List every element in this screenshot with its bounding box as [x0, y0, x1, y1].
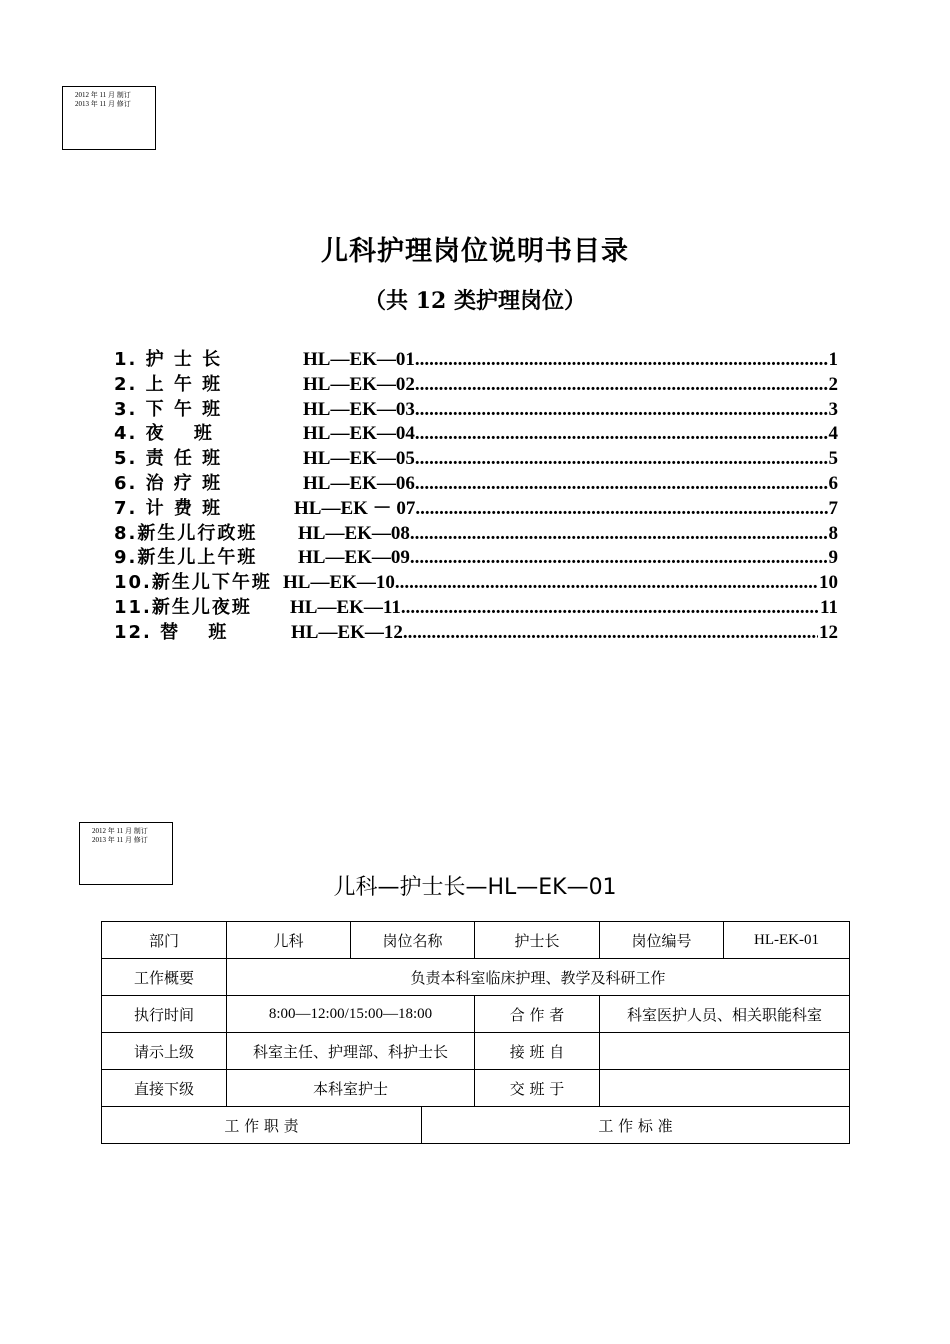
toc-item-entry	[298, 546, 838, 571]
toc-item-name: 5. 责 任 班	[114, 448, 223, 470]
toc-leader-dots	[395, 571, 818, 596]
standard-header: 工 作 标 准	[422, 1107, 850, 1144]
collaborator-value: 科室医护人员、相关职能科室	[600, 996, 850, 1033]
table-row	[102, 922, 850, 959]
toc-item-code: HL—EK—10	[283, 572, 395, 594]
toc-item-name: 8.新生儿行政班	[114, 522, 258, 544]
toc-item-name: 7. 计 费 班	[114, 497, 223, 519]
toc-leader-dots	[415, 497, 827, 522]
toc-leader-dots	[410, 546, 828, 571]
code-value: HL-EK-01	[724, 922, 850, 959]
table-row	[102, 1033, 850, 1070]
toc-item[interactable]	[114, 472, 838, 497]
toc-list	[114, 348, 838, 646]
toc-item[interactable]	[114, 398, 838, 423]
duty-header: 工 作 职 责	[102, 1107, 422, 1144]
toc-subtitle: （共 12 类护理岗位）	[364, 288, 586, 314]
handover-to-value	[600, 1070, 850, 1107]
stamp-line-revised: 2013 年 11 月 修订	[75, 100, 131, 108]
toc-item-page: 2	[828, 373, 838, 395]
toc-leader-dots	[410, 522, 828, 547]
toc-item-code: HL—EK—11	[290, 596, 401, 618]
toc-item-page: 10	[819, 572, 838, 594]
toc-leader-dots	[403, 621, 818, 646]
toc-item-page: 5	[828, 448, 838, 470]
toc-item-page: 9	[828, 547, 838, 569]
collaborator-label: 合 作 者	[475, 996, 600, 1033]
toc-item-page: 6	[828, 472, 838, 494]
toc-item-entry	[303, 472, 838, 497]
toc-item[interactable]	[114, 422, 838, 447]
subordinate-label: 直接下级	[102, 1070, 227, 1107]
toc-item[interactable]	[114, 522, 838, 547]
toc-item-code: HL—EK—05	[303, 448, 415, 470]
toc-item-name: 4. 夜 班	[114, 423, 214, 445]
toc-item-code: HL—EK—12	[291, 621, 403, 643]
table-row	[102, 1107, 850, 1144]
dept-value: 儿科	[227, 922, 351, 959]
toc-leader-dots	[401, 596, 819, 621]
subordinate-value: 本科室护士	[227, 1070, 475, 1107]
toc-leader-dots	[415, 373, 828, 398]
toc-item-entry	[291, 621, 838, 646]
toc-item-code: HL—EK—08	[298, 522, 410, 544]
toc-item-name: 11.新生儿夜班	[114, 596, 252, 618]
toc-item-code: HL—EK—09	[298, 547, 410, 569]
stamp-line-revised: 2013 年 11 月 修订	[92, 836, 148, 844]
toc-item-code: HL—EK—06	[303, 472, 415, 494]
toc-item-code: HL—EK—03	[303, 398, 415, 420]
toc-leader-dots	[415, 422, 828, 447]
toc-item-entry	[298, 522, 838, 547]
schedule-label: 执行时间	[102, 996, 227, 1033]
toc-item-page: 3	[828, 398, 838, 420]
toc-item-code: HL—EK—04	[303, 423, 415, 445]
schedule-value: 8:00—12:00/15:00—18:00	[227, 996, 475, 1033]
toc-item[interactable]	[114, 546, 838, 571]
toc-item-entry	[290, 596, 838, 621]
toc-item-page: 11	[820, 596, 838, 618]
toc-item-name: 3. 下 午 班	[114, 398, 223, 420]
toc-item[interactable]	[114, 447, 838, 472]
summary-value: 负责本科室临床护理、教学及科研工作	[227, 959, 850, 996]
toc-item-name: 6. 治 疗 班	[114, 472, 223, 494]
toc-item-entry	[303, 398, 838, 423]
toc-title: 儿科护理岗位说明书目录	[321, 236, 629, 267]
post-value: 护士长	[475, 922, 600, 959]
section-title: 儿科—护士长—HL—EK—01	[333, 875, 617, 900]
toc-item-page: 8	[828, 522, 838, 544]
toc-item[interactable]	[114, 596, 838, 621]
toc-item[interactable]	[114, 621, 838, 646]
toc-item-page: 4	[828, 423, 838, 445]
toc-item[interactable]	[114, 571, 838, 596]
toc-item-code: HL—EK—02	[303, 373, 415, 395]
dept-label: 部门	[102, 922, 227, 959]
superior-value: 科室主任、护理部、科护士长	[227, 1033, 475, 1070]
summary-label: 工作概要	[102, 959, 227, 996]
toc-item[interactable]	[114, 497, 838, 522]
handover-to-label: 交 班 于	[475, 1070, 600, 1107]
toc-item-page: 1	[828, 349, 838, 370]
duty-header-table	[101, 1106, 850, 1144]
toc-leader-dots	[415, 447, 828, 472]
post-label: 岗位名称	[351, 922, 475, 959]
toc-item-entry	[303, 348, 838, 373]
toc-item-entry	[303, 422, 838, 447]
handover-from-label: 接 班 自	[475, 1033, 600, 1070]
toc-item-entry	[303, 373, 838, 398]
toc-item[interactable]	[114, 348, 838, 373]
superior-label: 请示上级	[102, 1033, 227, 1070]
toc-item-page: 7	[828, 497, 838, 519]
handover-from-value	[600, 1033, 850, 1070]
toc-leader-dots	[415, 472, 828, 497]
toc-item-page: 12	[819, 621, 838, 643]
toc-item-code: HL—EK － 07	[294, 497, 416, 519]
stamp-line-created: 2012 年 11 月 制订	[75, 91, 131, 99]
revision-stamp-top	[62, 86, 156, 150]
toc-item-name: 9.新生儿上午班	[114, 547, 258, 569]
job-info-table	[101, 921, 850, 1107]
table-row	[102, 959, 850, 996]
toc-item-name: 1. 护 士 长	[114, 349, 223, 370]
toc-item-entry	[303, 447, 838, 472]
code-label: 岗位编号	[600, 922, 724, 959]
toc-leader-dots	[415, 348, 828, 373]
toc-item-name: 10.新生儿下午班	[114, 572, 272, 594]
toc-item-entry	[294, 497, 838, 522]
toc-item-code: HL—EK—01	[303, 349, 415, 370]
stamp-line-created: 2012 年 11 月 制订	[92, 827, 148, 835]
toc-item-name: 2. 上 午 班	[114, 373, 223, 395]
table-row	[102, 1070, 850, 1107]
toc-leader-dots	[415, 398, 828, 423]
toc-item-entry	[283, 571, 838, 596]
toc-item-name: 12. 替 班	[114, 621, 229, 643]
table-row	[102, 996, 850, 1033]
toc-item[interactable]	[114, 373, 838, 398]
